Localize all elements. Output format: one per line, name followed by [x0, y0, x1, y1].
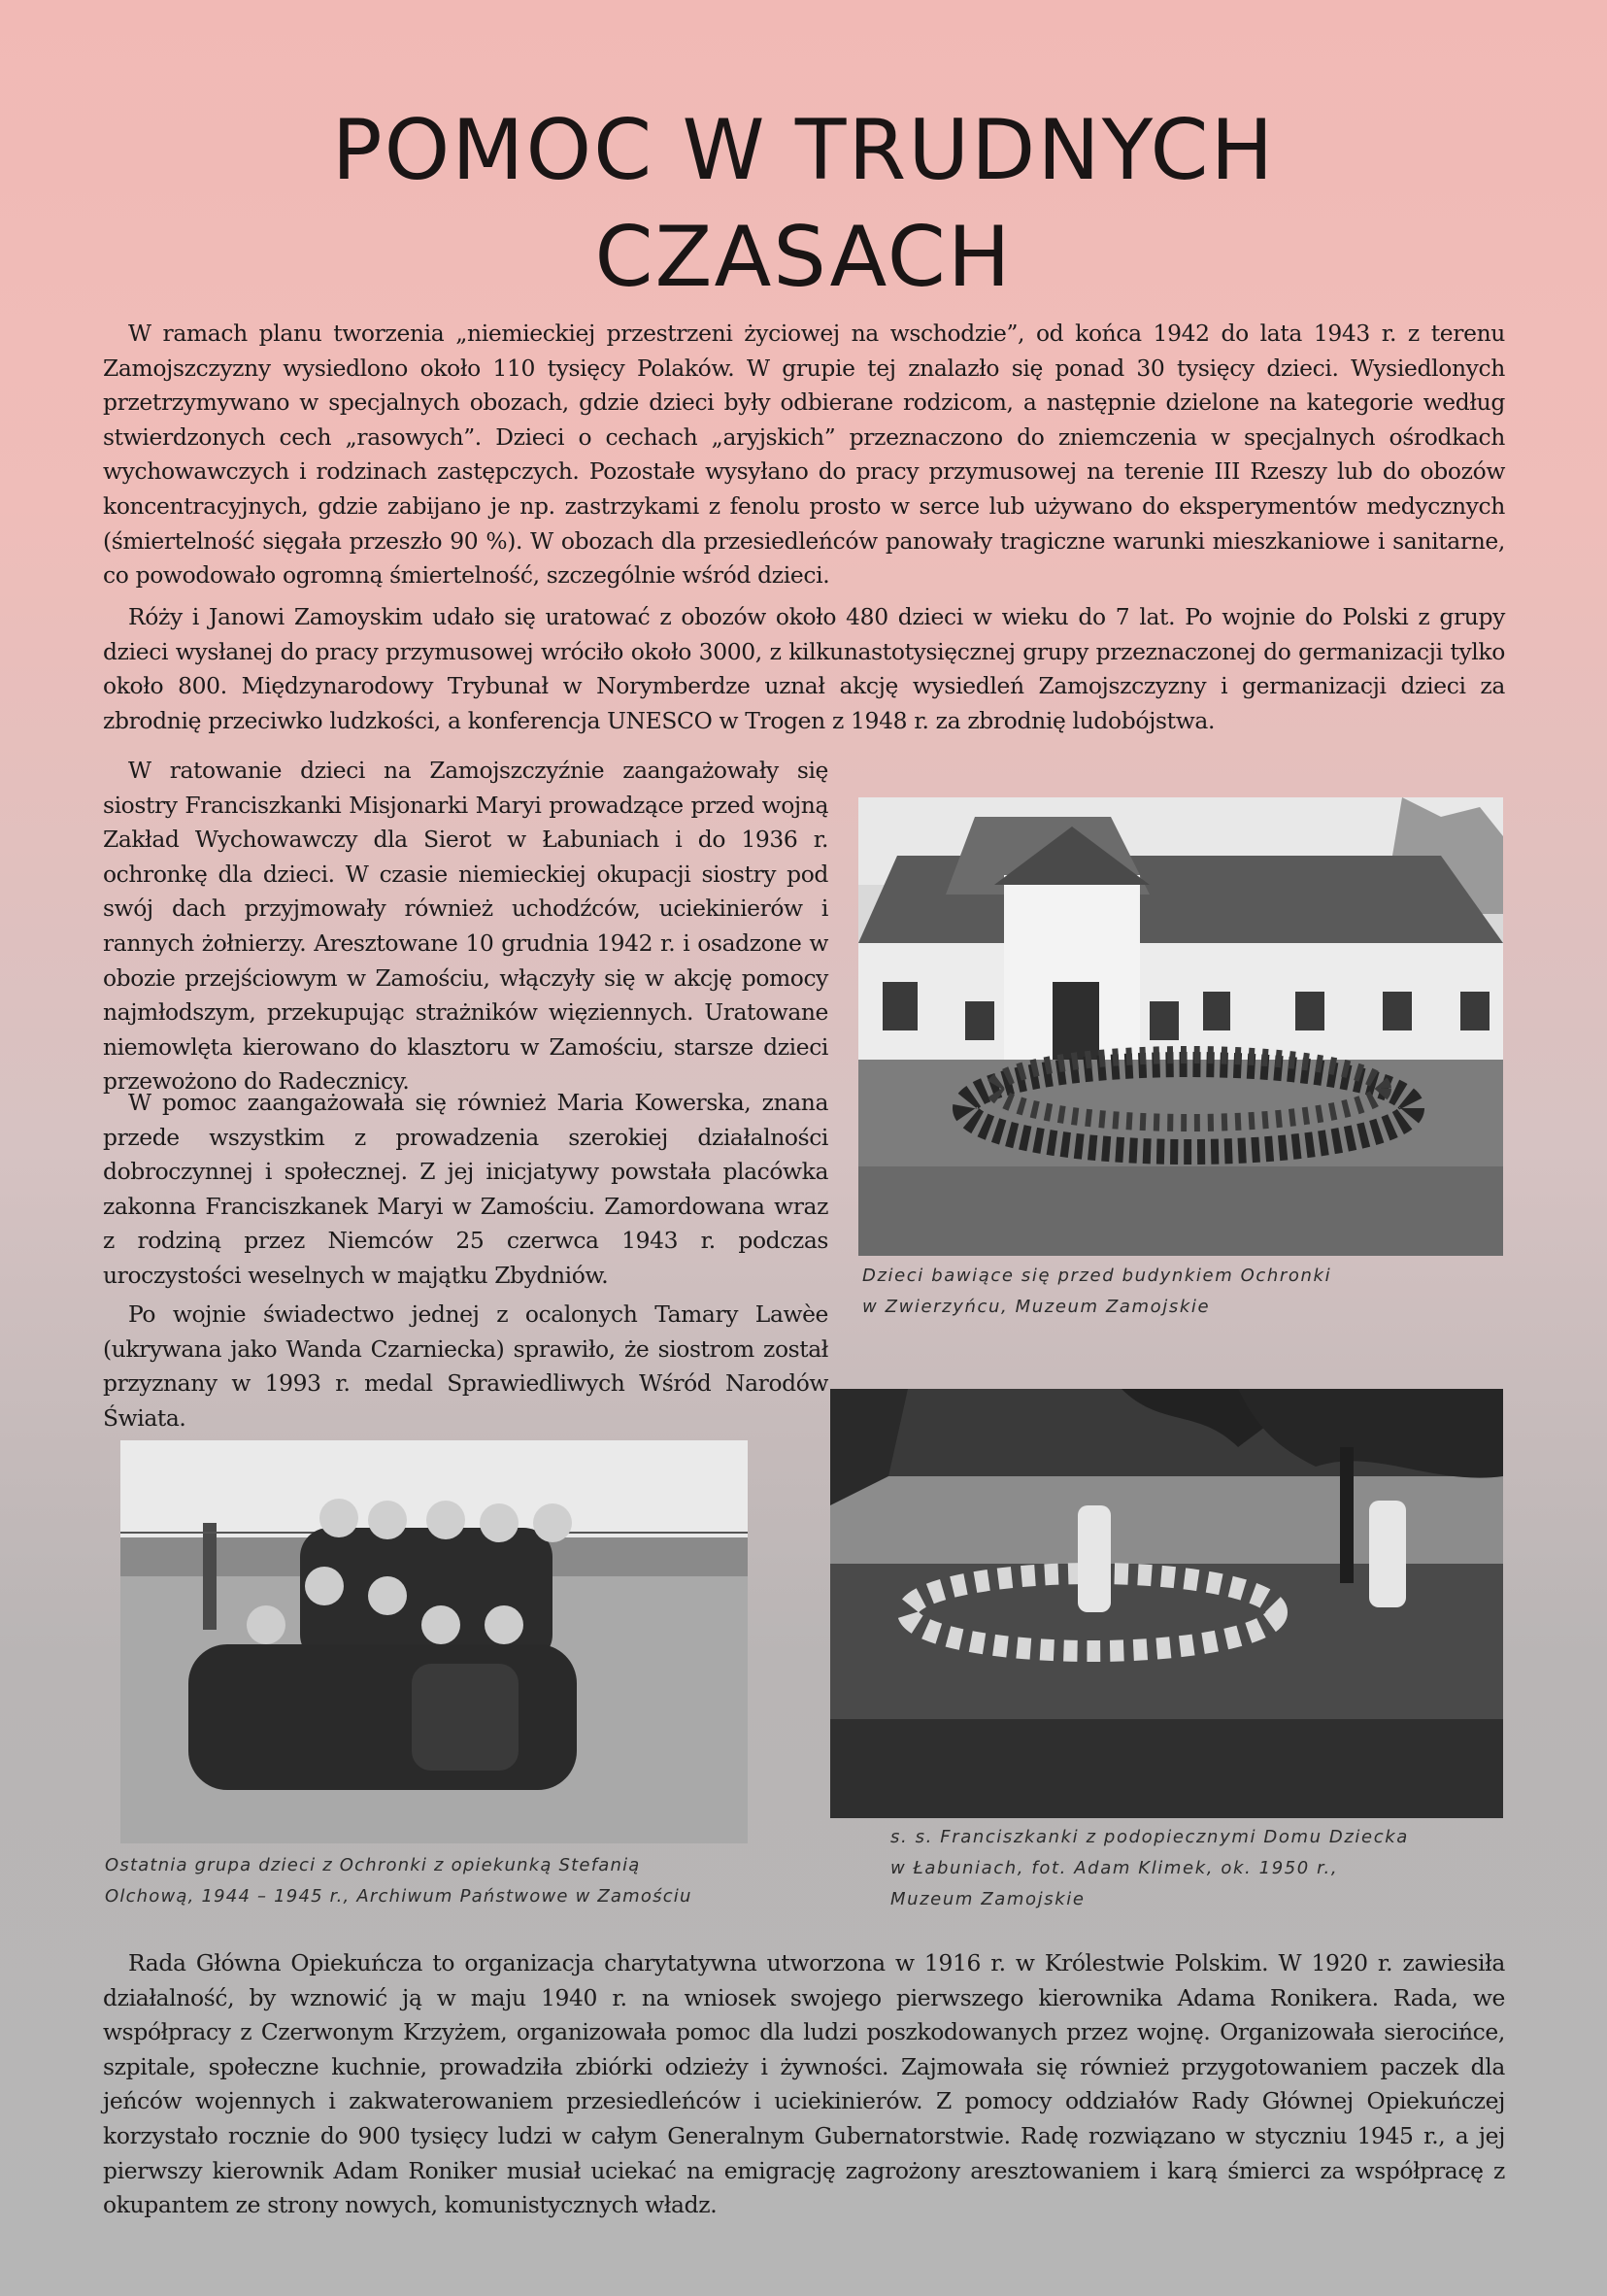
- caption-line: Ostatnia grupa dzieci z Ochronki z opiekunką Stefanią: [105, 1855, 641, 1875]
- caption-line: Muzeum Zamojskie: [890, 1889, 1086, 1909]
- photo-sisters-labunie: [830, 1389, 1503, 1818]
- caption-line: Olchową, 1944 – 1945 r., Archiwum Państwowe w Zamościu: [105, 1886, 692, 1907]
- column-paragraph-medal: Po wojnie świadectwo jednej z ocalonych Tamary Lawèe (ukrywana jako Wanda Czarniecka) sprawiło, że siostrom został przyznany w 1993 r. medal Sprawiedliwych Wśród Narodów Świata.: [103, 1300, 828, 1432]
- title-line-2: CZASACH: [594, 209, 1013, 306]
- caption-line: s. s. Franciszkanki z podopiecznymi Domu Dziecka: [890, 1827, 1409, 1847]
- caption-photo-sisters: [890, 1822, 1409, 1915]
- caption-photo-ochronka: [862, 1261, 1331, 1323]
- caption-line: w Zwierzyńcu, Muzeum Zamojskie: [862, 1297, 1211, 1317]
- intro-paragraph-2: Róży i Janowi Zamoyskim udało się uratować z obozów około 480 dzieci w wieku do 7 lat. Po wojnie do Polski z grupy dzieci wysłanej do pracy przymusowej wróciło około 3000, z kilkunastotysięcznej grupy przeznaczonej do germanizacji tylko około 800. Międzynarodowy Trybunał w Norymberdze uznał akcję wysiedleń Zamojszczyzny i germanizacji dzieci za zbrodnię przeciwko ludzkości, a konferencja UNESCO w Trogen z 1948 r. za zbrodnię ludobójstwa.: [103, 603, 1505, 734]
- title-line-1: POMOC W TRUDNYCH: [331, 102, 1276, 199]
- photo-children-group: [120, 1440, 748, 1843]
- column-paragraph-kowerska: W pomoc zaangażowała się również Maria Kowerska, znana przede wszystkim z prowadzenia szerokiej działalności dobroczynnej i społecznej. Z jej inicjatywy powstała placówka zakonna Franciszkanek Maryi w Zamościu. Zamordowana wraz z rodziną przez Niemców 25 czerwca 1943 r. podczas uroczystości weselnych w majątku Zbydniów.: [103, 1089, 828, 1289]
- caption-photo-group: [105, 1850, 692, 1912]
- bottom-paragraph-rgo: Rada Główna Opiekuńcza to organizacja charytatywna utworzona w 1916 r. w Królestwie Polskim. W 1920 r. zawiesiła działalność, by wznowić ją w maju 1940 r. na wniosek swojego pierwszego kierownika Adama Ronikera. Rada, we współpracy z Czerwonym Krzyżem, organizowała pomoc dla ludzi poszkodowanych przez wojnę. Organizowała sierocińce, szpitale, społeczne kuchnie, prowadziła zbiórki odzieży i żywności. Zajmowała się również przygotowaniem paczek dla jeńców wojennych i zakwaterowaniem przesiedleńców i uciekinierów. Z pomocy oddziałów Rady Głównej Opiekuńczej korzystało rocznie do 900 tysięcy ludzi w całym Generalnym Gubernatorstwie. Radę rozwiązano w styczniu 1945 r., a jej pierwszy kierownik Adam Roniker musiał uciekać na emigrację zagrożony aresztowaniem i karą śmierci za współpracę z okupantem ze strony nowych, komunistycznych władz.: [103, 1949, 1505, 2219]
- intro-paragraph-1: W ramach planu tworzenia „niemieckiej przestrzeni życiowej na wschodzie”, od końca 1942 do lata 1943 r. z terenu Zamojszczyzny wysiedlono około 110 tysięcy Polaków. W grupie tej znalazło się ponad 30 tysięcy dzieci. Wysiedlonych przetrzymywano w specjalnych obozach, gdzie dzieci były odbierane rodzicom, a następnie dzielone na kategorie według stwierdzonych cech „rasowych”. Dzieci o cechach „aryjskich” przeznaczono do zniemczenia w specjalnych ośrodkach wychowawczych i rodzinach zastępczych. Pozostałe wysyłano do pracy przymusowej na terenie III Rzeszy lub do obozów koncentracyjnych, gdzie zabijano je np. zastrzykami z fenolu prosto w serce lub używano do eksperymentów medycznych (śmiertelność sięgała przeszło 90 %). W obozach dla przesiedleńców panowały tragiczne warunki mieszkaniowe i sanitarne, co powodowało ogromną śmiertelność, szczególnie wśród dzieci.: [103, 320, 1505, 590]
- caption-line: w Łabuniach, fot. Adam Klimek, ok. 1950 r.,: [890, 1858, 1339, 1878]
- photo-ochronka-building: [858, 797, 1503, 1256]
- page-title: [0, 97, 1607, 311]
- column-paragraph-sisters: W ratowanie dzieci na Zamojszczyźnie zaangażowały się siostry Franciszkanki Misjonarki Maryi prowadzące przed wojną Zakład Wychowawczy dla Sierot w Łabuniach i do 1936 r. ochronkę dla dzieci. W czasie niemieckiej okupacji siostry pod swój dach przyjmowały również uchodźców, uciekinierów i rannych żołnierzy. Aresztowane 10 grudnia 1942 r. i osadzone w obozie przejściowym w Zamościu, włączyły się w akcję pomocy najmłodszym, przekupując strażników więziennych. Uratowane niemowlęta kierowano do klasztoru w Zamościu, starsze dzieci przewożono do Radecznicy.: [103, 757, 828, 1096]
- caption-line: Dzieci bawiące się przed budynkiem Ochronki: [862, 1266, 1332, 1286]
